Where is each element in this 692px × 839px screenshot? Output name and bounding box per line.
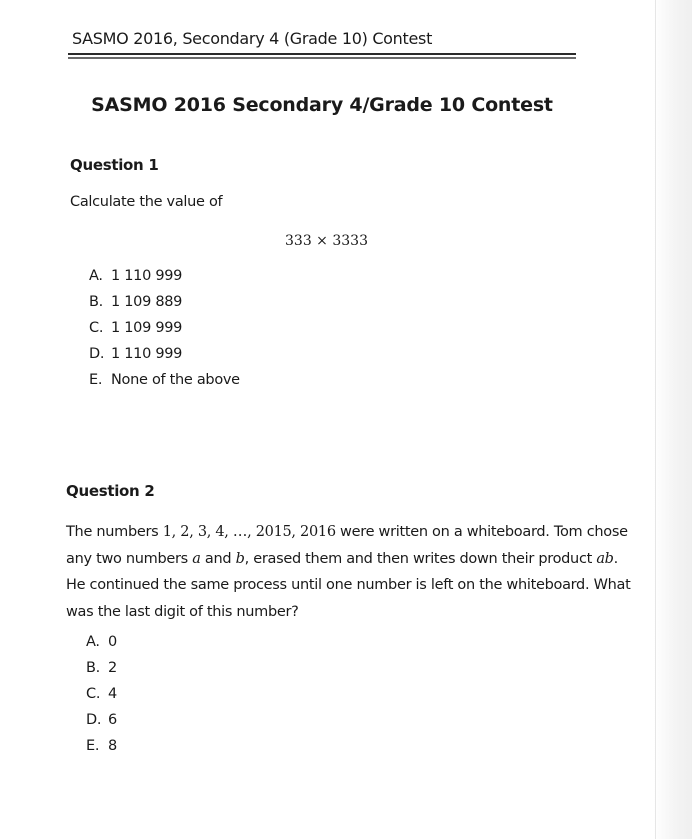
text-run: and (200, 550, 236, 567)
scan-fold-line (655, 0, 656, 839)
text-run: . (613, 550, 618, 567)
question-1-option-d (89, 346, 240, 372)
text-run: were written on a whiteboard. Tom chose (335, 524, 628, 540)
question-1-prompt: Calculate the value of (70, 194, 223, 210)
running-header: SASMO 2016, Secondary 4 (Grade 10) Contest (72, 29, 433, 48)
document-title: SASMO 2016 Secondary 4/Grade 10 Contest (91, 94, 553, 116)
question-2-option-d (86, 712, 117, 738)
question-2-line-1 (66, 519, 628, 546)
option-text: 2 (108, 660, 117, 676)
question-2-options (86, 634, 117, 764)
question-2-line-2 (66, 546, 618, 573)
option-text: 1 110 999 (111, 346, 183, 362)
question-1-heading: Question 1 (70, 156, 159, 174)
option-text: 6 (108, 712, 117, 728)
header-rule (68, 53, 576, 55)
question-2-option-b (86, 660, 117, 686)
scan-page-edge (654, 0, 692, 839)
option-letter: E. (89, 372, 103, 388)
option-text: None of the above (111, 372, 240, 388)
text-run: , erased them and then writes down their product (244, 550, 597, 567)
option-text: 4 (108, 686, 117, 702)
question-1-option-c (89, 320, 240, 346)
header-rule-secondary (68, 57, 576, 59)
question-2-option-a (86, 634, 117, 660)
question-2-heading: Question 2 (66, 482, 155, 500)
text-run: any two numbers (66, 550, 193, 567)
option-letter: B. (89, 294, 103, 310)
question-2-option-c (86, 686, 117, 712)
option-text: 8 (108, 738, 117, 754)
option-letter: D. (89, 346, 105, 362)
option-text: 1 109 889 (111, 294, 183, 310)
text-run: The numbers (66, 524, 163, 540)
option-letter: A. (89, 268, 103, 284)
option-letter: C. (86, 686, 101, 702)
question-1-expression: 333 × 3333 (285, 233, 368, 249)
option-letter: B. (86, 660, 100, 676)
question-2-line-3: He continued the same process until one number is left on the whiteboard. What (66, 577, 631, 593)
option-text: 0 (108, 634, 117, 650)
question-1-options (89, 268, 240, 398)
question-2-prompt (66, 519, 631, 625)
variable-a: a (192, 550, 201, 567)
question-2-option-e (86, 738, 117, 764)
question-1-option-a (89, 268, 240, 294)
option-letter: A. (86, 634, 100, 650)
variable-b: b (235, 550, 245, 567)
question-1-option-e (89, 372, 240, 398)
option-text: 1 109 999 (111, 320, 183, 336)
option-letter: D. (86, 712, 102, 728)
question-2-line-4: was the last digit of this number? (66, 603, 299, 620)
option-letter: E. (86, 738, 100, 754)
option-letter: C. (89, 320, 104, 336)
option-text: 1 110 999 (111, 268, 183, 284)
number-sequence: 1, 2, 3, 4, …, 2015, 2016 (162, 524, 336, 540)
question-1-option-b (89, 294, 240, 320)
variable-ab: ab (596, 550, 614, 567)
